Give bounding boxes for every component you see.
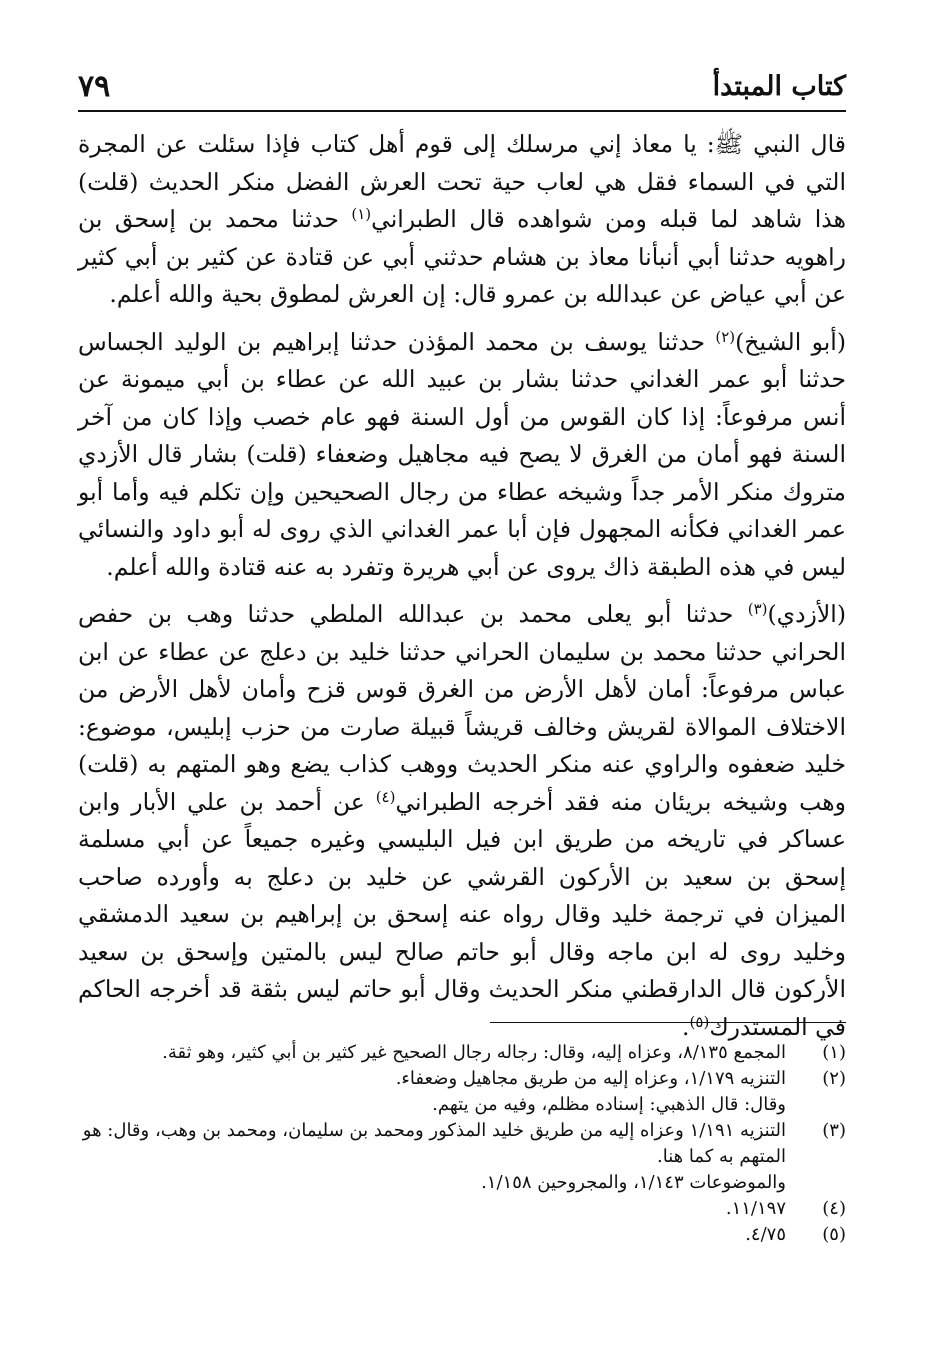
- footnote-1: [78, 1040, 846, 1066]
- footnote-ref-2[interactable]: (٢): [715, 327, 736, 346]
- footnotes: [78, 1040, 846, 1248]
- footnote-text: المجمع ٨/١٣٥، وعزاه إليه، وقال: رجاله رجال الصحيح غير كثير بن أبي كثير، وهو ثقة.: [162, 1042, 786, 1063]
- footnote-number: (٢): [822, 1068, 846, 1089]
- footnote-divider: [490, 1022, 846, 1023]
- footnote-number: (٣): [822, 1120, 846, 1141]
- footnote-ref-1[interactable]: (١): [351, 205, 372, 223]
- footnote-4: [78, 1196, 846, 1222]
- footnote-number: (٥): [822, 1224, 846, 1245]
- footnote-text: والموضوعات ١/١٤٣، والمجروحين ١/١٥٨.: [481, 1172, 786, 1193]
- header-divider: [78, 110, 846, 112]
- main-text: [78, 126, 846, 1046]
- paragraph-text: عن أحمد بن علي الأبار وابن عساكر في تاريخه من طريق ابن فيل البليسي وغيره جميعاً عن أبي مسلمة إسحق بن سعيد بن الأركون القرشي عن خليد بن دعلج به وأورده صاحب الميزان في ترجمة خليد وقال رواه عنه إسحق بن إبراهيم بن سعيد الدمشقي وخليد روى له ابن ماجه وقال أبو حاتم صالح ليس بالمتين وإسحق بن سعيد الأركون قال الدارقطني منكر الحديث وقال أبو حاتم ليس بثقة قد أخرجه الحاكم في المستدرك: [78, 787, 846, 1041]
- footnote-3: [78, 1118, 846, 1196]
- footnote-ref-5[interactable]: (٥): [689, 1012, 710, 1031]
- footnote-number: (١): [822, 1042, 846, 1063]
- footnote-text: وقال: قال الذهبي: إسناده مظلم، وفيه من يتهم.: [432, 1094, 786, 1115]
- paragraph-text: قال النبي ﷺ: يا معاذ إني مرسلك إلى قوم أهل كتاب فإذا سئلت عن المجرة التي في السماء فقل هي لعاب حية تحت العرش الفضل منكر الحديث (قلت) هذا شاهد لما قبله ومن شواهده قال الطبراني: [78, 130, 847, 233]
- paragraph-text: حدثنا أبو يعلى محمد بن عبدالله الملطي حدثنا وهب بن حفص الحراني حدثنا محمد بن سليمان الحراني حدثنا خليد بن دعلج عن عطاء عن ابن عباس مرفوعاً: أمان لأهل الأرض من الغرق قوس قزح وأمان لأهل الأرض من الاختلاف الموالاة لقريش وخالف قريشاً قبيلة صارت من حزب إبليس، موضوع: خليد ضعفوه والراوي عنه منكر الحديث ووهب كذاب يضع وهو المتهم به (قلت) وهب وشيخه بريئان منه فقد أخرجه الطبراني: [78, 600, 846, 816]
- paragraph-text: (أبو الشيخ): [735, 327, 846, 356]
- footnote-ref-3[interactable]: (٣): [747, 600, 768, 618]
- footnote-text: التنزيه ١/١٧٩، وعزاه إليه من طريق مجاهيل وضعفاء.: [395, 1068, 786, 1089]
- paragraph-2: [78, 324, 846, 587]
- footnote-text: ٤/٧٥.: [745, 1224, 786, 1245]
- footnote-text: التنزيه ١/١٩١ وعزاه إليه من طريق خليد المذكور ومحمد بن سليمان، ومحمد بن وهب، وقال: هو المتهم به كما هنا.: [82, 1120, 786, 1167]
- footnote-5: [78, 1222, 846, 1248]
- paragraph-text: (الأزدي): [767, 600, 846, 628]
- footnote-number: (٤): [822, 1198, 846, 1219]
- paragraph-text: حدثنا محمد بن إسحق بن راهويه حدثنا أبي أنبأنا معاذ بن هشام حدثني أبي عن قتادة عن كثير بن أبي كثير عن أبي عياض عن عبدالله بن عمرو قال: إن العرش لمطوق بحية والله أعلم.: [78, 205, 846, 308]
- footnote-ref-4[interactable]: (٤): [375, 787, 396, 806]
- paragraph-text: .: [682, 1012, 690, 1041]
- page-header: [78, 64, 846, 108]
- paragraph-1: [78, 126, 846, 314]
- footnote-text: ١١/١٩٧.: [725, 1198, 786, 1219]
- paragraph-text: حدثنا يوسف بن محمد المؤذن حدثنا إبراهيم بن الوليد الجساس حدثنا أبو عمر الغداني حدثنا بشار بن عبيد الله عن عطاء بن أبي ميمونة عن أنس مرفوعاً: إذا كان القوس من أول السنة فهو عام خصب وإذا كان من آخر السنة فهو أمان من الغرق لا يصح فيه مجاهيل وضعفاء (قلت) بشار قال الأزدي متروك منكر الأمر جداً وشيخه عطاء من رجال الصحيحين وإن تكلم فيه وأما أبو عمر الغداني فكأنه المجهول فإن أبا عمر الغداني الذي روى له أبو داود والنسائي ليس في هذه الطبقة ذاك يروى عن أبي هريرة وتفرد به عنه قتادة والله أعلم.: [78, 327, 846, 581]
- page-number: ٧٩: [78, 68, 111, 104]
- paragraph-3: [78, 596, 846, 1046]
- book-title: كتاب المبتدأ: [712, 70, 846, 102]
- footnote-2: [78, 1066, 846, 1118]
